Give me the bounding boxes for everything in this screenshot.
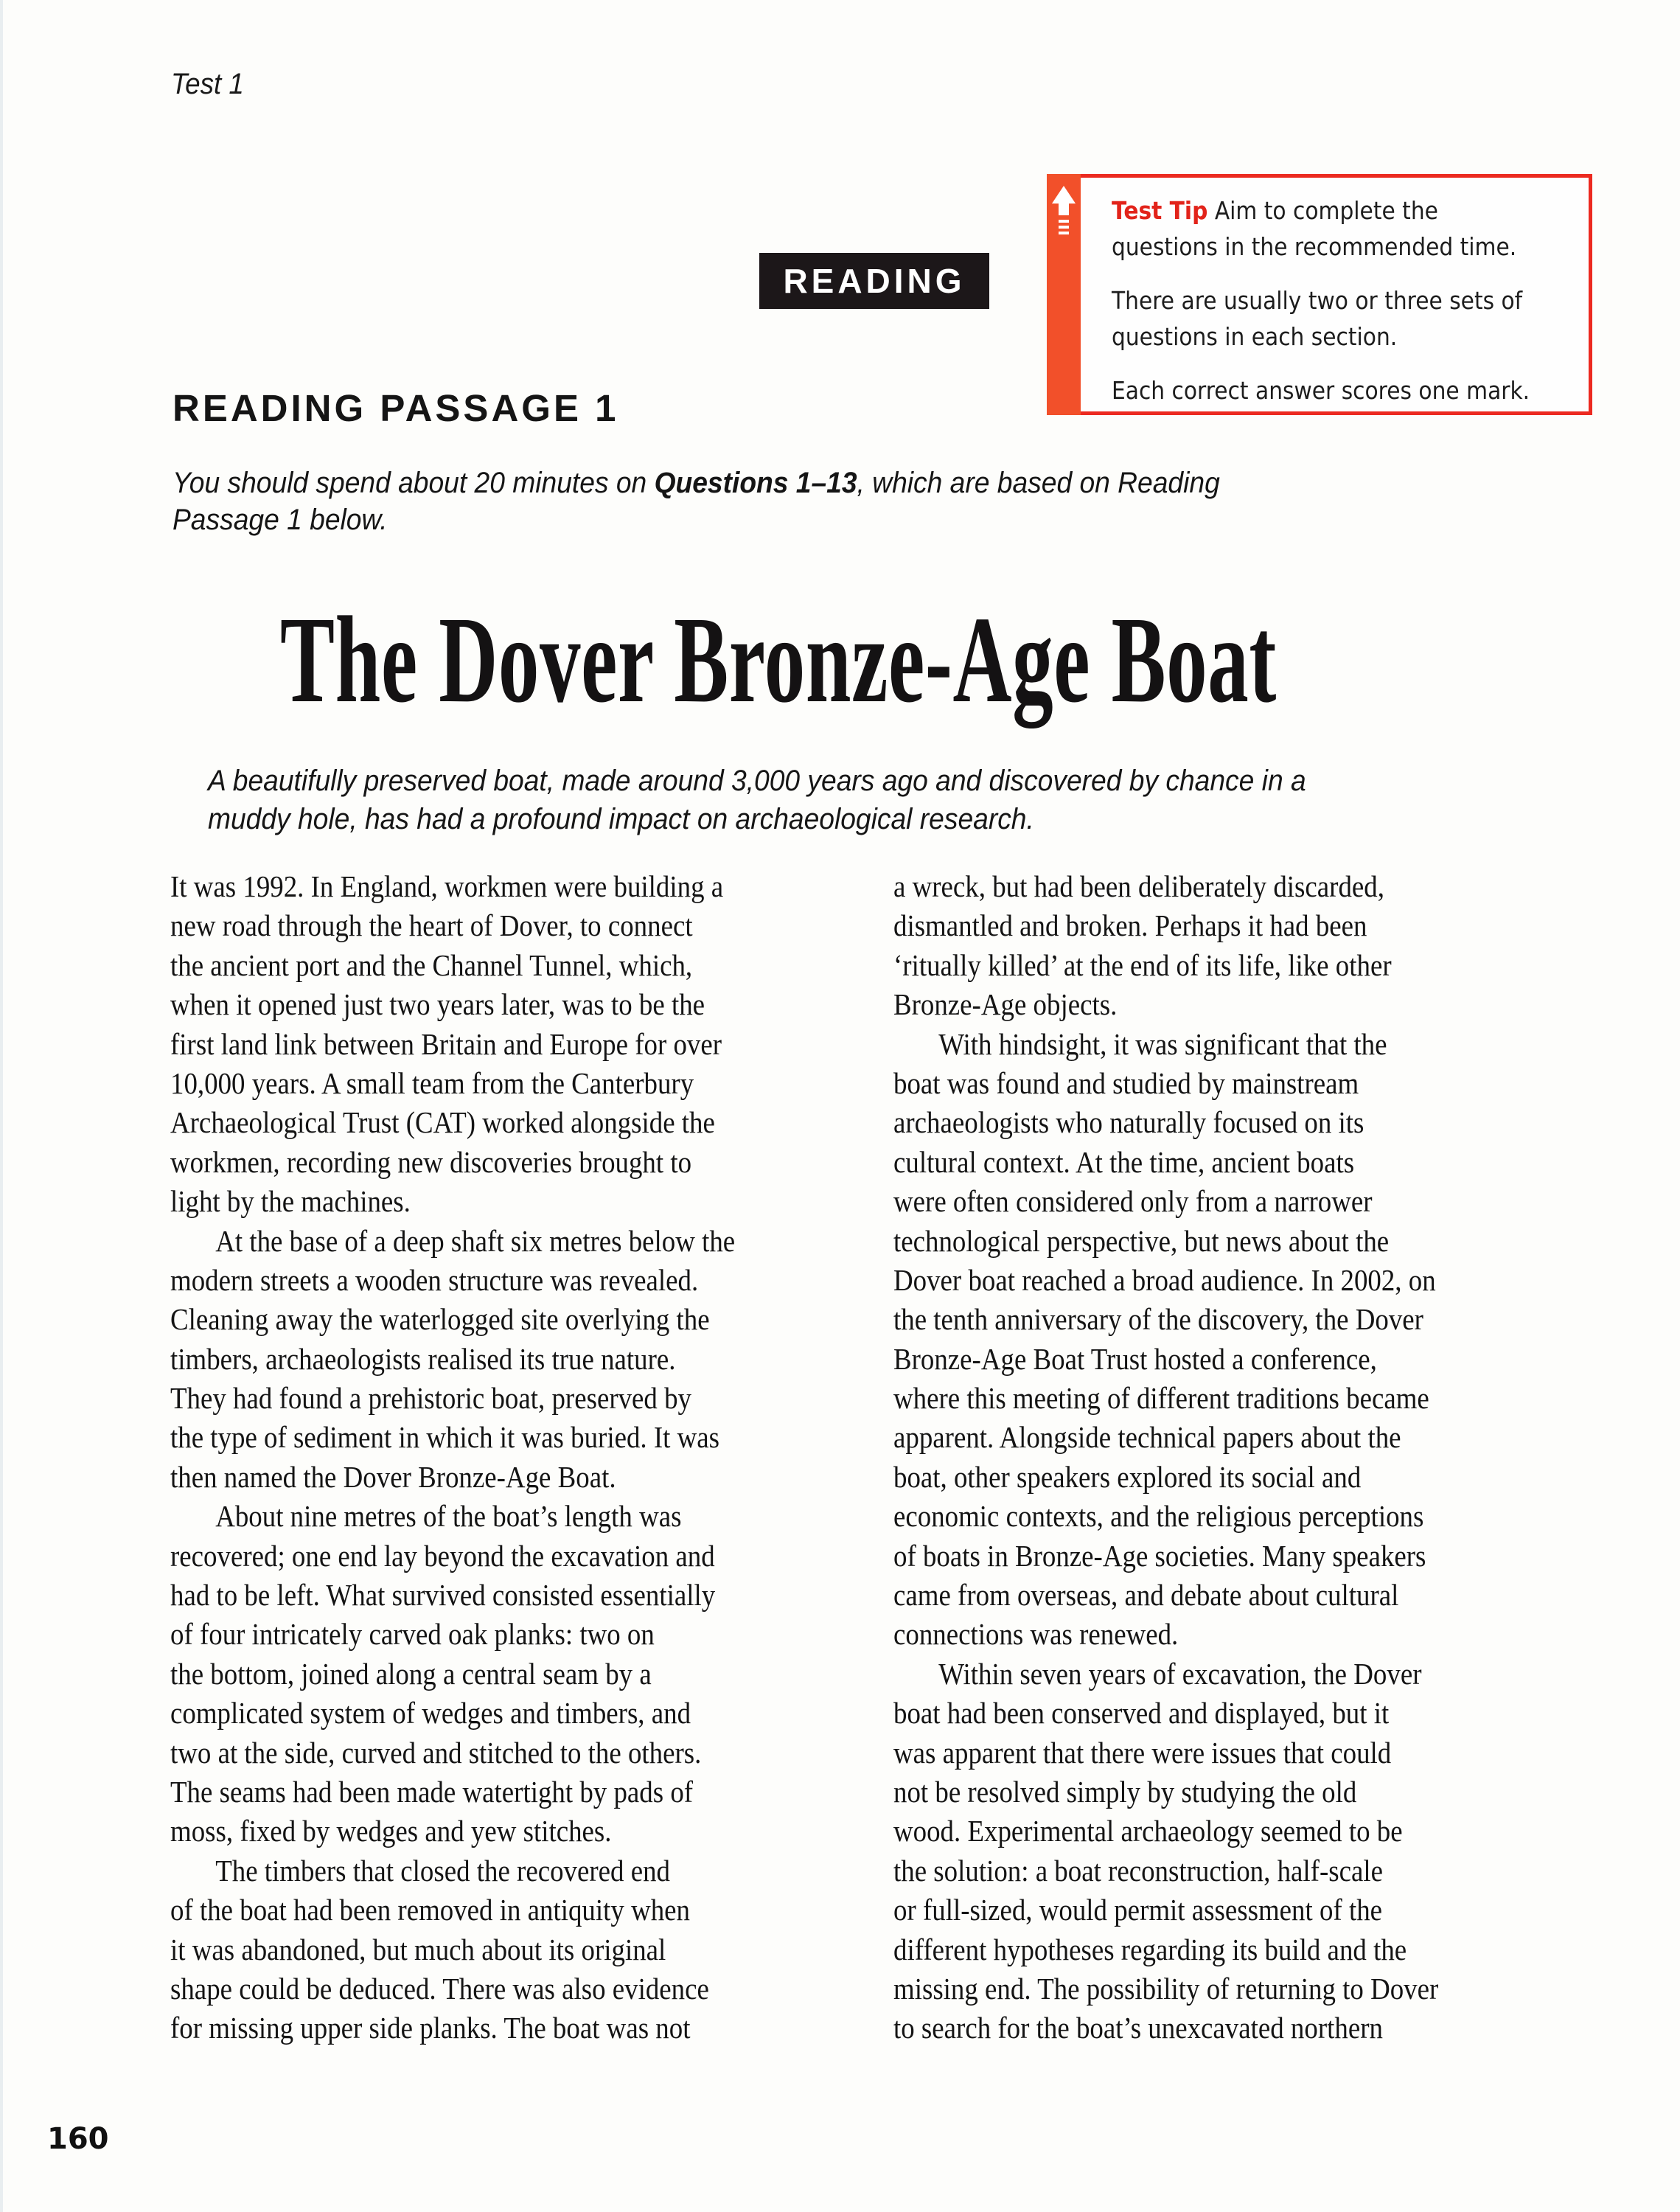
body-text-line: recovered; one end lay beyond the excavation and: [170, 1538, 715, 1573]
body-text-line: ‘ritually killed’ at the end of its life, like other: [893, 947, 1392, 982]
up-arrow-icon: [1051, 184, 1076, 257]
body-text-line: Archaeological Trust (CAT) worked alongside the: [170, 1105, 715, 1140]
body-text-line: of four intricately carved oak planks: two on: [170, 1617, 655, 1652]
body-text-line: Bronze-Age objects.: [893, 987, 1118, 1022]
body-text-line: came from overseas, and debate about cultural: [893, 1578, 1399, 1613]
body-text-line: light by the machines.: [170, 1184, 411, 1219]
body-text-line: technological perspective, but news about the: [893, 1223, 1390, 1258]
test-tip-para-3: Each correct answer scores one mark.: [1112, 376, 1530, 405]
test-tip-strip: [1047, 174, 1081, 415]
body-text-line: boat, other speakers explored its social and: [893, 1459, 1362, 1494]
passage-heading: READING PASSAGE 1: [172, 387, 619, 429]
body-text-line: different hypotheses regarding its build and the: [893, 1932, 1407, 1966]
body-text-line: or full-sized, would permit assessment of the: [893, 1893, 1383, 1927]
body-text-line: shape could be deduced. There was also evidence: [170, 1971, 709, 2006]
body-text-line: new road through the heart of Dover, to connect: [170, 908, 693, 943]
body-text-line: not be resolved simply by studying the old: [893, 1774, 1357, 1809]
body-text-line: when it opened just two years later, was to be the: [170, 987, 705, 1022]
body-text-line: a wreck, but had been deliberately discarded,: [893, 869, 1384, 903]
body-text-line: Dover boat reached a broad audience. In 2002, on: [893, 1262, 1436, 1297]
body-text-line: The seams had been made watertight by pads of: [170, 1774, 694, 1809]
question-range: Questions 1–13: [654, 467, 857, 499]
body-text-line: moss, fixed by wedges and yew stitches.: [170, 1814, 612, 1848]
instructions: You should spend about 20 minutes on Questions 1–13, which are based on Reading Passage 1 below.: [172, 467, 1220, 536]
test-tip-para-2: There are usually two or three sets of questions in each section.: [1112, 286, 1523, 351]
body-column-left: [170, 867, 863, 2048]
body-text-line: complicated system of wedges and timbers, and: [170, 1696, 691, 1731]
body-text-line: dismantled and broken. Perhaps it had been: [893, 908, 1367, 943]
body-text-line: boat was found and studied by mainstream: [893, 1065, 1359, 1100]
body-text-line: They had found a prehistoric boat, preserved by: [170, 1381, 692, 1416]
body-text-line: boat had been conserved and displayed, but it: [893, 1696, 1390, 1731]
running-header: Test 1: [171, 68, 244, 100]
article-standfirst: A beautifully preserved boat, made around 3,000 years ago and discovered by chance in a muddy hole, has had a profound impact on archaeological research.: [208, 765, 1306, 835]
body-text-line: wood. Experimental archaeology seemed to be: [893, 1814, 1403, 1848]
body-text-line: It was 1992. In England, workmen were building a: [170, 869, 724, 903]
body-text-line: then named the Dover Bronze-Age Boat.: [170, 1459, 616, 1494]
body-text-line: had to be left. What survived consisted essentially: [170, 1578, 716, 1613]
body-text-line: the solution: a boat reconstruction, half-scale: [893, 1853, 1383, 1888]
body-text-line: The timbers that closed the recovered end: [215, 1853, 671, 1888]
page-number: 160: [47, 2122, 109, 2156]
body-text-line: of the boat had been removed in antiquity when: [170, 1893, 690, 1927]
page-edge: [0, 0, 3, 2212]
body-text-line: At the base of a deep shaft six metres below the: [215, 1223, 736, 1258]
test-tip-para-1: Test Tip Aim to complete the questions in the recommended time.: [1112, 196, 1517, 261]
body-text-line: two at the side, curved and stitched to the others.: [170, 1735, 702, 1770]
body-text-line: modern streets a wooden structure was revealed.: [170, 1262, 699, 1297]
body-text-line: the bottom, joined along a central seam by a: [170, 1656, 652, 1691]
body-text-line: it was abandoned, but much about its original: [170, 1932, 666, 1966]
body-text-line: for missing upper side planks. The boat was not: [170, 2011, 691, 2045]
body-text-line: of boats in Bronze-Age societies. Many speakers: [893, 1538, 1426, 1573]
body-text-line: first land link between Britain and Europe for over: [170, 1026, 722, 1061]
body-text-line: archaeologists who naturally focused on its: [893, 1105, 1364, 1140]
body-text-line: the type of sediment in which it was buried. It was: [170, 1420, 720, 1455]
body-text-line: Bronze-Age Boat Trust hosted a conference,: [893, 1341, 1377, 1376]
body-text-line: workmen, recording new discoveries brought to: [170, 1144, 692, 1179]
body-text-line: timbers, archaeologists realised its true nature.: [170, 1341, 676, 1376]
section-label-text: READING: [783, 262, 966, 300]
body-text-line: economic contexts, and the religious perceptions: [893, 1499, 1424, 1534]
body-text-line: With hindsight, it was significant that the: [938, 1026, 1387, 1061]
section-label: [759, 253, 989, 309]
body-text-line: 10,000 years. A small team from the Canterbury: [170, 1065, 694, 1100]
body-text-line: was apparent that there were issues that could: [893, 1735, 1392, 1770]
body-column-right: [893, 867, 1586, 2048]
body-text-line: About nine metres of the boat’s length was: [215, 1499, 682, 1534]
body-text-line: connections was renewed.: [893, 1617, 1179, 1652]
test-tip-box: [1047, 174, 1592, 415]
body-text-line: the ancient port and the Channel Tunnel, which,: [170, 947, 693, 982]
test-tip-title: Test Tip: [1112, 196, 1208, 225]
body-text-line: Within seven years of excavation, the Dover: [938, 1656, 1422, 1691]
body-text-line: cultural context. At the time, ancient boats: [893, 1144, 1355, 1179]
test-tip-content: [1112, 192, 1569, 408]
body-text-line: to search for the boat’s unexcavated northern: [893, 2011, 1383, 2045]
body-text-line: Cleaning away the waterlogged site overlying the: [170, 1302, 710, 1337]
article-title: The Dover Bronze-Age Boat: [280, 591, 1277, 728]
body-text-line: were often considered only from a narrower: [893, 1184, 1373, 1219]
body-text-line: the tenth anniversary of the discovery, the Dover: [893, 1302, 1423, 1337]
body-text-line: missing end. The possibility of returning to Dover: [893, 1971, 1439, 2006]
body-text-line: apparent. Alongside technical papers about the: [893, 1420, 1401, 1455]
body-text-line: where this meeting of different traditions became: [893, 1381, 1429, 1416]
